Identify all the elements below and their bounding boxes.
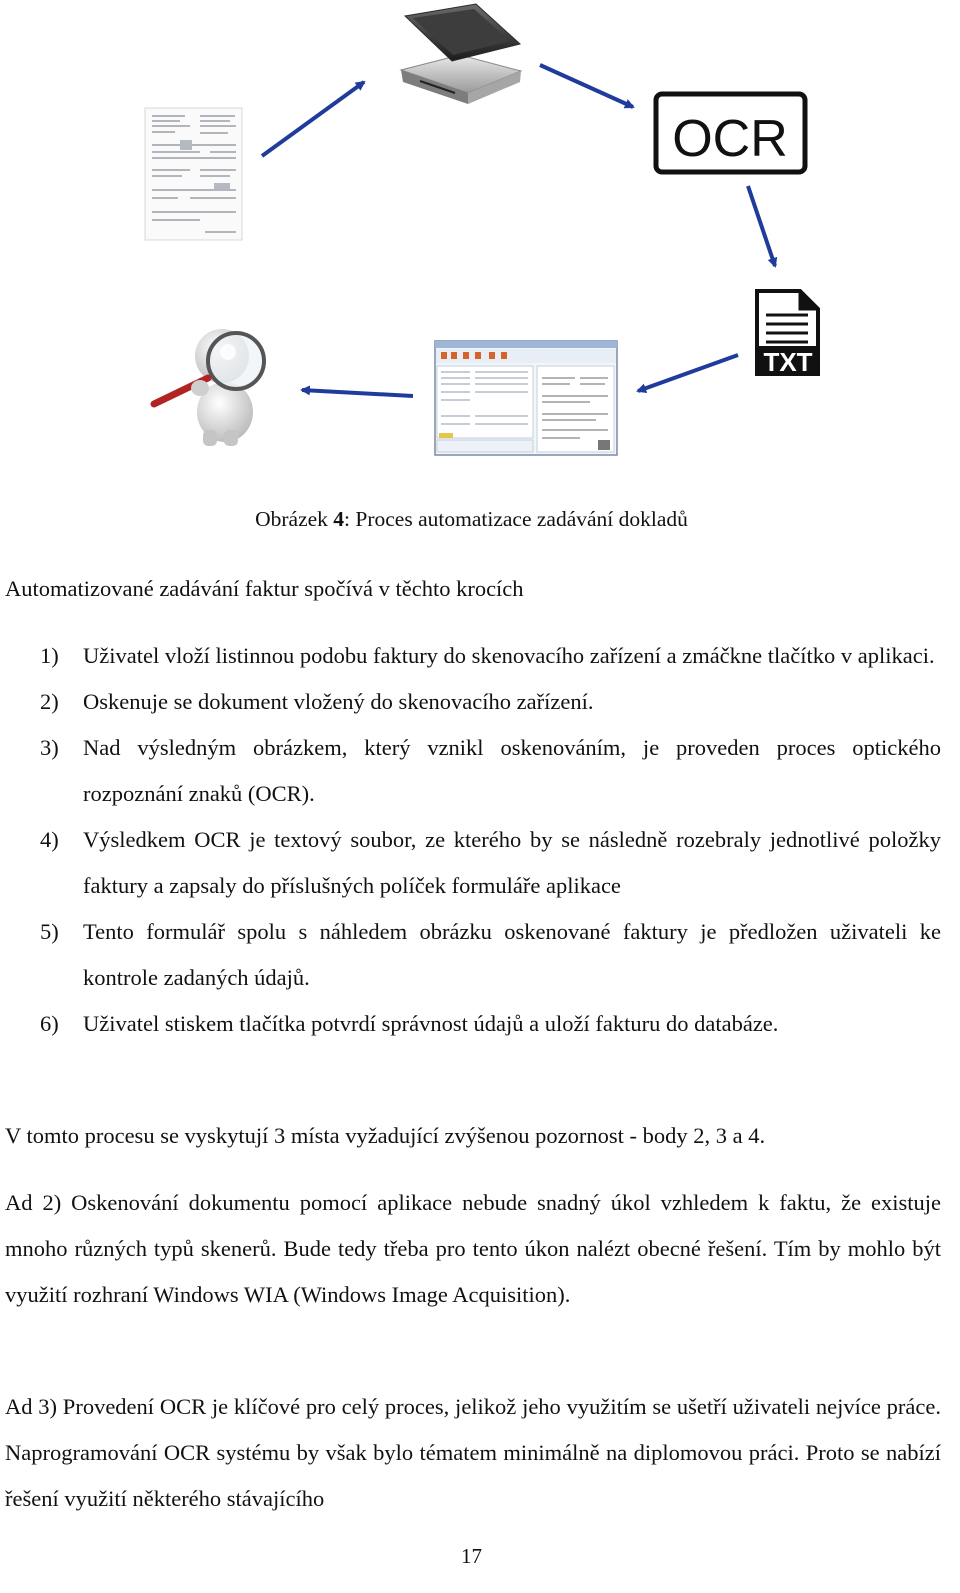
magnifying-glass-figure — [154, 329, 264, 446]
process-diagram — [0, 0, 960, 480]
scanner-image — [401, 4, 521, 104]
list-item-number: 1) — [40, 643, 59, 668]
list-item-text: Uživatel stiskem tlačítka potvrdí správnost údajů a uloží fakturu do databáze. — [83, 1011, 779, 1036]
steps-list — [40, 633, 941, 1047]
list-item-text: Výsledkem OCR je textový soubor, ze kterého by se následně rozebraly jednotlivé položky faktury a zapsaly do příslušných políček formuláře aplikace — [83, 827, 941, 898]
paragraph-summary: V tomto procesu se vyskytují 3 místa vyžadující zvýšenou pozornost - body 2, 3 a 4. — [5, 1123, 766, 1148]
ocr-box — [656, 94, 805, 172]
list-item-number: 5) — [40, 919, 59, 944]
list-item-number: 2) — [40, 689, 59, 714]
arrow-application-to-review — [302, 390, 413, 396]
caption-text: : Proces automatizace zadávání dokladů — [344, 507, 688, 531]
page-number: 17 — [461, 1544, 482, 1568]
arrow-txt-to-application — [638, 355, 738, 391]
list-item-number: 3) — [40, 735, 59, 760]
list-item — [40, 817, 941, 909]
paragraph-ad-3: Ad 3) Provedení OCR je klíčové pro celý proces, jelikož jeho využitím se ušetří uživateli nejvíce práce. Naprogramování OCR systému by však bylo tématem minimálně na diplomovou práci. Proto se nabízí řešení využití některého stávajícího — [5, 1394, 941, 1511]
list-item-text: Uživatel vloží listinnou podobu faktury do skenovacího zařízení a zmáčkne tlačítko v aplikaci. — [83, 643, 935, 668]
list-item — [40, 679, 941, 725]
arrow-invoice-to-scanner — [262, 82, 364, 156]
figure-caption — [0, 507, 943, 532]
list-item-text: Tento formulář spolu s náhledem obrázku oskenované faktury je předložen uživateli ke kontrole zadaných údajů. — [83, 919, 941, 990]
list-item-text: Oskenuje se dokument vložený do skenovacího zařízení. — [83, 689, 594, 714]
application-screenshot — [435, 341, 617, 455]
arrow-ocr-to-txt — [748, 186, 775, 266]
list-item-text: Nad výsledným obrázkem, který vznikl oskenováním, je proveden proces optického rozpoznání znaků (OCR). — [83, 735, 941, 806]
txt-label: TXT — [763, 347, 813, 377]
intro-paragraph: Automatizované zadávání faktur spočívá v těchto krocích — [5, 576, 524, 601]
list-item — [40, 909, 941, 1001]
invoice-document-image — [145, 108, 242, 240]
list-item — [40, 725, 941, 817]
caption-prefix: Obrázek — [255, 507, 334, 531]
list-item — [40, 633, 941, 679]
paragraph-ad-2: Ad 2) Oskenování dokumentu pomocí aplikace nebude snadný úkol vzhledem k faktu, že existuje mnoho různých typů skenerů. Bude tedy třeba pro tento úkon nalézt obecné řešení. Tím by mohlo být využití rozhraní Windows WIA (Windows Image Acquisition). — [5, 1190, 941, 1307]
list-item-number: 4) — [40, 827, 59, 852]
caption-number: 4 — [333, 507, 345, 531]
list-item — [40, 1001, 941, 1047]
ocr-label: OCR — [672, 110, 788, 168]
list-item-number: 6) — [40, 1011, 59, 1036]
arrow-scanner-to-ocr — [540, 65, 633, 107]
txt-file-icon — [755, 291, 820, 377]
